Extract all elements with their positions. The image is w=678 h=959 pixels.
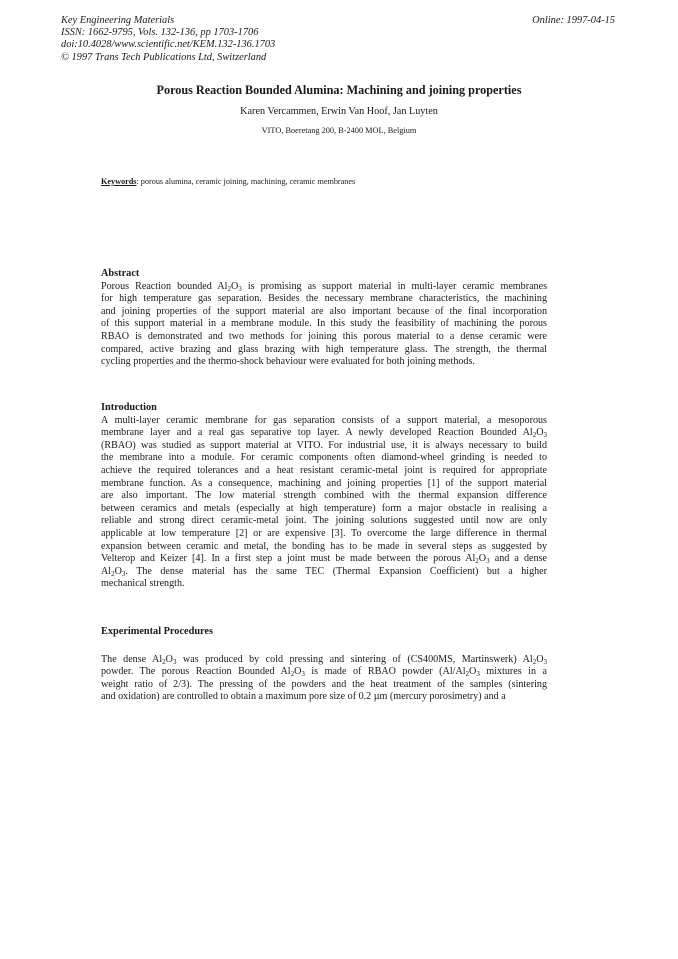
text-line: expansion between ceramic and metal, the bonding has to be made in several steps as suggested by [101, 540, 547, 552]
text-line: The dense $Al_2O_3$ was produced by cold pressing and sintering of (CS400MS, Martinswerk) $Al_2O_3$ [101, 653, 547, 666]
affiliation: VITO, Boeretang 200, B-2400 MOL, Belgium [261, 126, 417, 135]
text-line: applicable at low temperature [2] or are expensive [3]. To overcome the large difference in thermal [101, 527, 547, 539]
text-line: weight ratio of 2/3). The pressing of the powders and the heat treatment of the samples (sintering [101, 678, 547, 690]
text-line: mechanical strength. [101, 578, 185, 590]
abstract-body [101, 281, 547, 369]
keywords [101, 177, 355, 186]
abstract-heading: Abstract [101, 268, 140, 279]
text-line: achieve the required tolerances and a heat resistant ceramic-metal joint is required for appropriate [101, 464, 547, 476]
online-date: Online: 1997-04-15 [532, 15, 615, 26]
introduction-section [101, 402, 547, 591]
text-line: of this support material in a membrane module. In this study the feasibility of machining the porous [101, 318, 547, 330]
issn-line: ISSN: 1662-9795, Vols. 132-136, pp 1703-1706 [61, 27, 259, 39]
keywords-text: : porous alumina, ceramic joining, machining, ceramic membranes [136, 177, 356, 186]
text-line: powder. The porous Reaction Bounded $Al_2O_3$ is made of RBAO powder ($Al/Al_2O_3$ mixtures in a [101, 666, 547, 679]
text-line: and oxidation) are controlled to obtain a maximum pore size of 0.2 µm (mercury porosimetry) and a [101, 691, 506, 703]
text-line: for high temperature gas separation. Besides the necessary membrane characteristics, the machining [101, 293, 547, 305]
journal-header [61, 15, 461, 64]
text-line: between ceramics and metals (especially at high temperature) form a major obstacle in realising a [101, 502, 547, 514]
abstract-section [101, 268, 547, 369]
text-line: are also important. The low material strength combined with the thermal expansion difference [101, 490, 547, 502]
authors: Karen Vercammen, Erwin Van Hoof, Jan Luyten [240, 106, 438, 117]
text-line: compared, active brazing and glass brazing with high temperature glass. The strength, the thermal [101, 343, 547, 355]
text-line: and joining properties of the support material are also important because of the final incorporation [101, 305, 547, 317]
text-line: A multi-layer ceramic membrane for gas separation consists of a support material, a mesoporous [101, 414, 547, 426]
text-line: membrane function. As a consequence, machining and joining properties [1] of the support material [101, 477, 547, 489]
experimental-heading: Experimental Procedures [101, 626, 214, 637]
experimental-section [101, 626, 547, 704]
experimental-body [101, 654, 547, 704]
text-line: RBAO is demonstrated and two methods for joining this porous material to a dense ceramic were [101, 330, 547, 342]
text-line: membrane layer and a real gas separative top layer. A newly developed Reaction Bounded $Al_2O_3$ [101, 427, 547, 440]
text-line: (RBAO) was studied as support material at VITO. For industrial use, it is always necessary to build [101, 439, 547, 451]
paper-title: Porous Reaction Bounded Alumina: Machining and joining properties [156, 83, 522, 97]
journal-name: Key Engineering Materials [61, 15, 175, 26]
introduction-heading: Introduction [101, 402, 157, 413]
doi-link[interactable]: doi:10.4028/www.scientific.net/KEM.132-136.1703 [61, 39, 276, 51]
text-line: cycling properties and the thermo-shock behaviour were evaluated for both joining methods. [101, 356, 475, 368]
text-line: $Al_2O_3$. The dense material has the same TEC (Thermal Expansion Coefficient) but a higher [101, 565, 547, 578]
text-line: Porous Reaction bounded $Al_2O_3$ is promising as support material in multi-layer ceramic membranes [101, 280, 548, 293]
text-line: the membrane into a module. For ceramic components often diamond-wheel grinding is needed to [101, 452, 547, 464]
copyright-line: © 1997 Trans Tech Publications Ltd, Switzerland [61, 51, 267, 63]
introduction-body [101, 415, 547, 591]
text-line: Velterop and Keizer [4]. In a first step a joint must be made between the porous $Al_2O_3$ and a dense [101, 553, 547, 566]
keywords-label: Keywords [101, 177, 137, 186]
text-line: reliable and strong direct ceramic-metal joint. The joining solutions suggested until now are only [101, 515, 547, 527]
